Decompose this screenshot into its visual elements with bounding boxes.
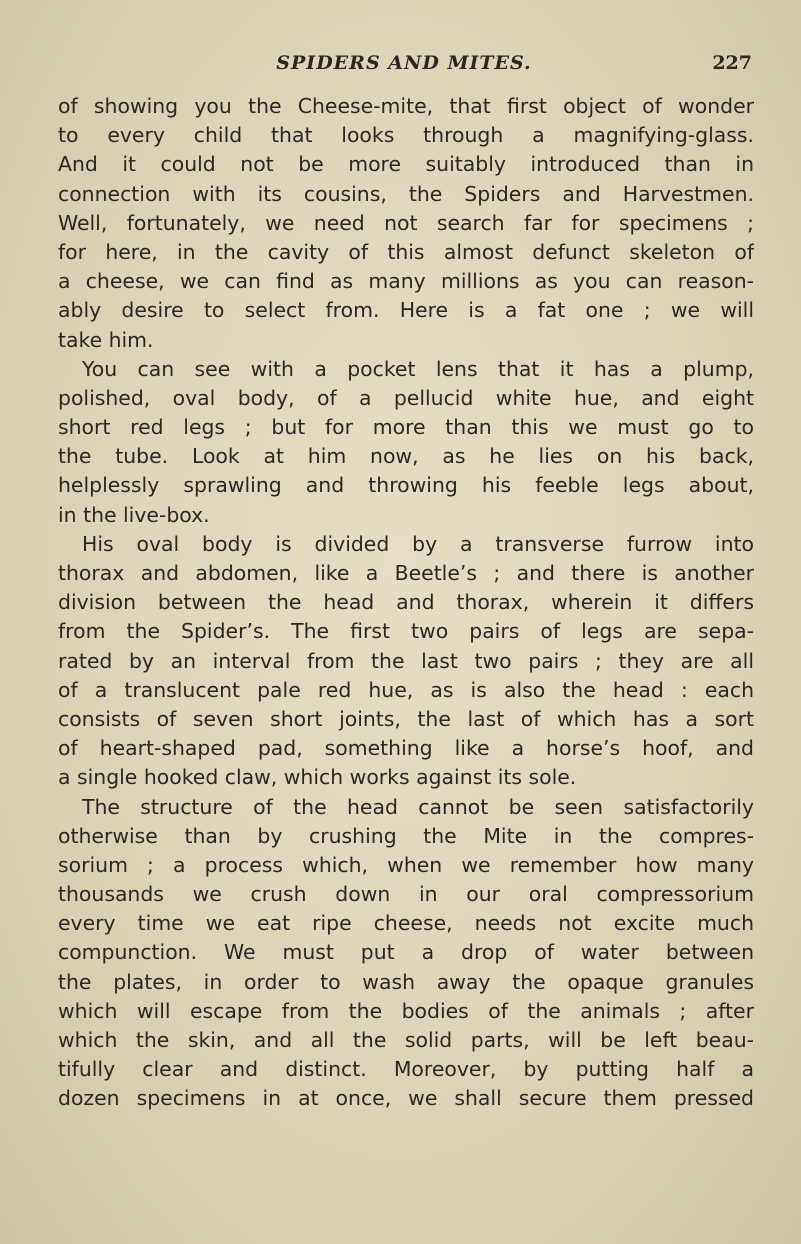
text-line: which the skin, and all the solid parts, will be left beau- [58, 1028, 754, 1052]
page-header [56, 52, 752, 82]
text-line: the plates, in order to wash away the opaque granules [58, 969, 754, 994]
text-line: from the Spider’s. The first two pairs of legs are sepa- [58, 619, 754, 644]
text-line: sorium ; a process which, when we remember how many [58, 852, 754, 877]
text-line: short red legs ; but for more than this we must go to [58, 415, 754, 440]
text-line: dozen specimens in at once, we shall secure them pressed [58, 1086, 754, 1111]
text-line: compunction. We must put a drop of water between [58, 940, 754, 965]
text-line: a cheese, we can find as many millions as you can reason- [58, 269, 754, 294]
text-line: the tube. Look at him now, as he lies on his back, [58, 444, 754, 469]
running-head: SPIDERS AND MITES. [276, 52, 532, 74]
text-line: of a translucent pale red hue, as is also the head : each [58, 677, 754, 702]
text-line: for here, in the cavity of this almost defunct skeleton of [58, 239, 754, 264]
text-line: thorax and abdomen, like a Beetle’s ; and there is another [58, 561, 754, 585]
text-line: connection with its cousins, the Spiders and Harvestmen. [58, 181, 754, 206]
text-line: ably desire to select from. Here is a fat one ; we will [58, 298, 754, 323]
body-text [58, 92, 754, 1114]
text-line: every time we eat ripe cheese, needs not excite much [58, 911, 754, 936]
text-line: of heart-shaped pad, something like a horse’s hoof, and [58, 736, 754, 761]
text-line: Well, fortunately, we need not search far for specimens ; [58, 210, 754, 235]
text-line: thousands we crush down in our oral compressorium [58, 882, 754, 907]
text-line: consists of seven short joints, the last of which has a sort [58, 706, 754, 731]
text-line: take him. [58, 327, 154, 352]
text-line: tifully clear and distinct. Moreover, by putting half a [58, 1057, 754, 1082]
text-line: His oval body is divided by a transverse furrow into [82, 531, 754, 556]
text-line: a single hooked claw, which works against its sole. [58, 765, 577, 790]
text-line: The structure of the head cannot be seen satisfactorily [82, 794, 754, 819]
text-line: rated by an interval from the last two pairs ; they are all [58, 648, 754, 673]
text-line: And it could not be more suitably introduced than in [58, 152, 754, 177]
text-line: division between the head and thorax, wherein it differs [58, 590, 754, 615]
text-line: in the live-box. [58, 502, 210, 527]
text-line: otherwise than by crushing the Mite in the compres- [58, 823, 754, 848]
text-line: of showing you the Cheese-mite, that first object of wonder [58, 94, 754, 118]
text-line: polished, oval body, of a pellucid white hue, and eight [58, 385, 754, 410]
page-number: 227 [712, 52, 752, 74]
text-line: to every child that looks through a magnifying-glass. [58, 123, 754, 148]
text-line: helplessly sprawling and throwing his feeble legs about, [58, 473, 754, 498]
text-line: You can see with a pocket lens that it has a plump, [82, 356, 754, 381]
text-line: which will escape from the bodies of the animals ; after [58, 998, 754, 1023]
